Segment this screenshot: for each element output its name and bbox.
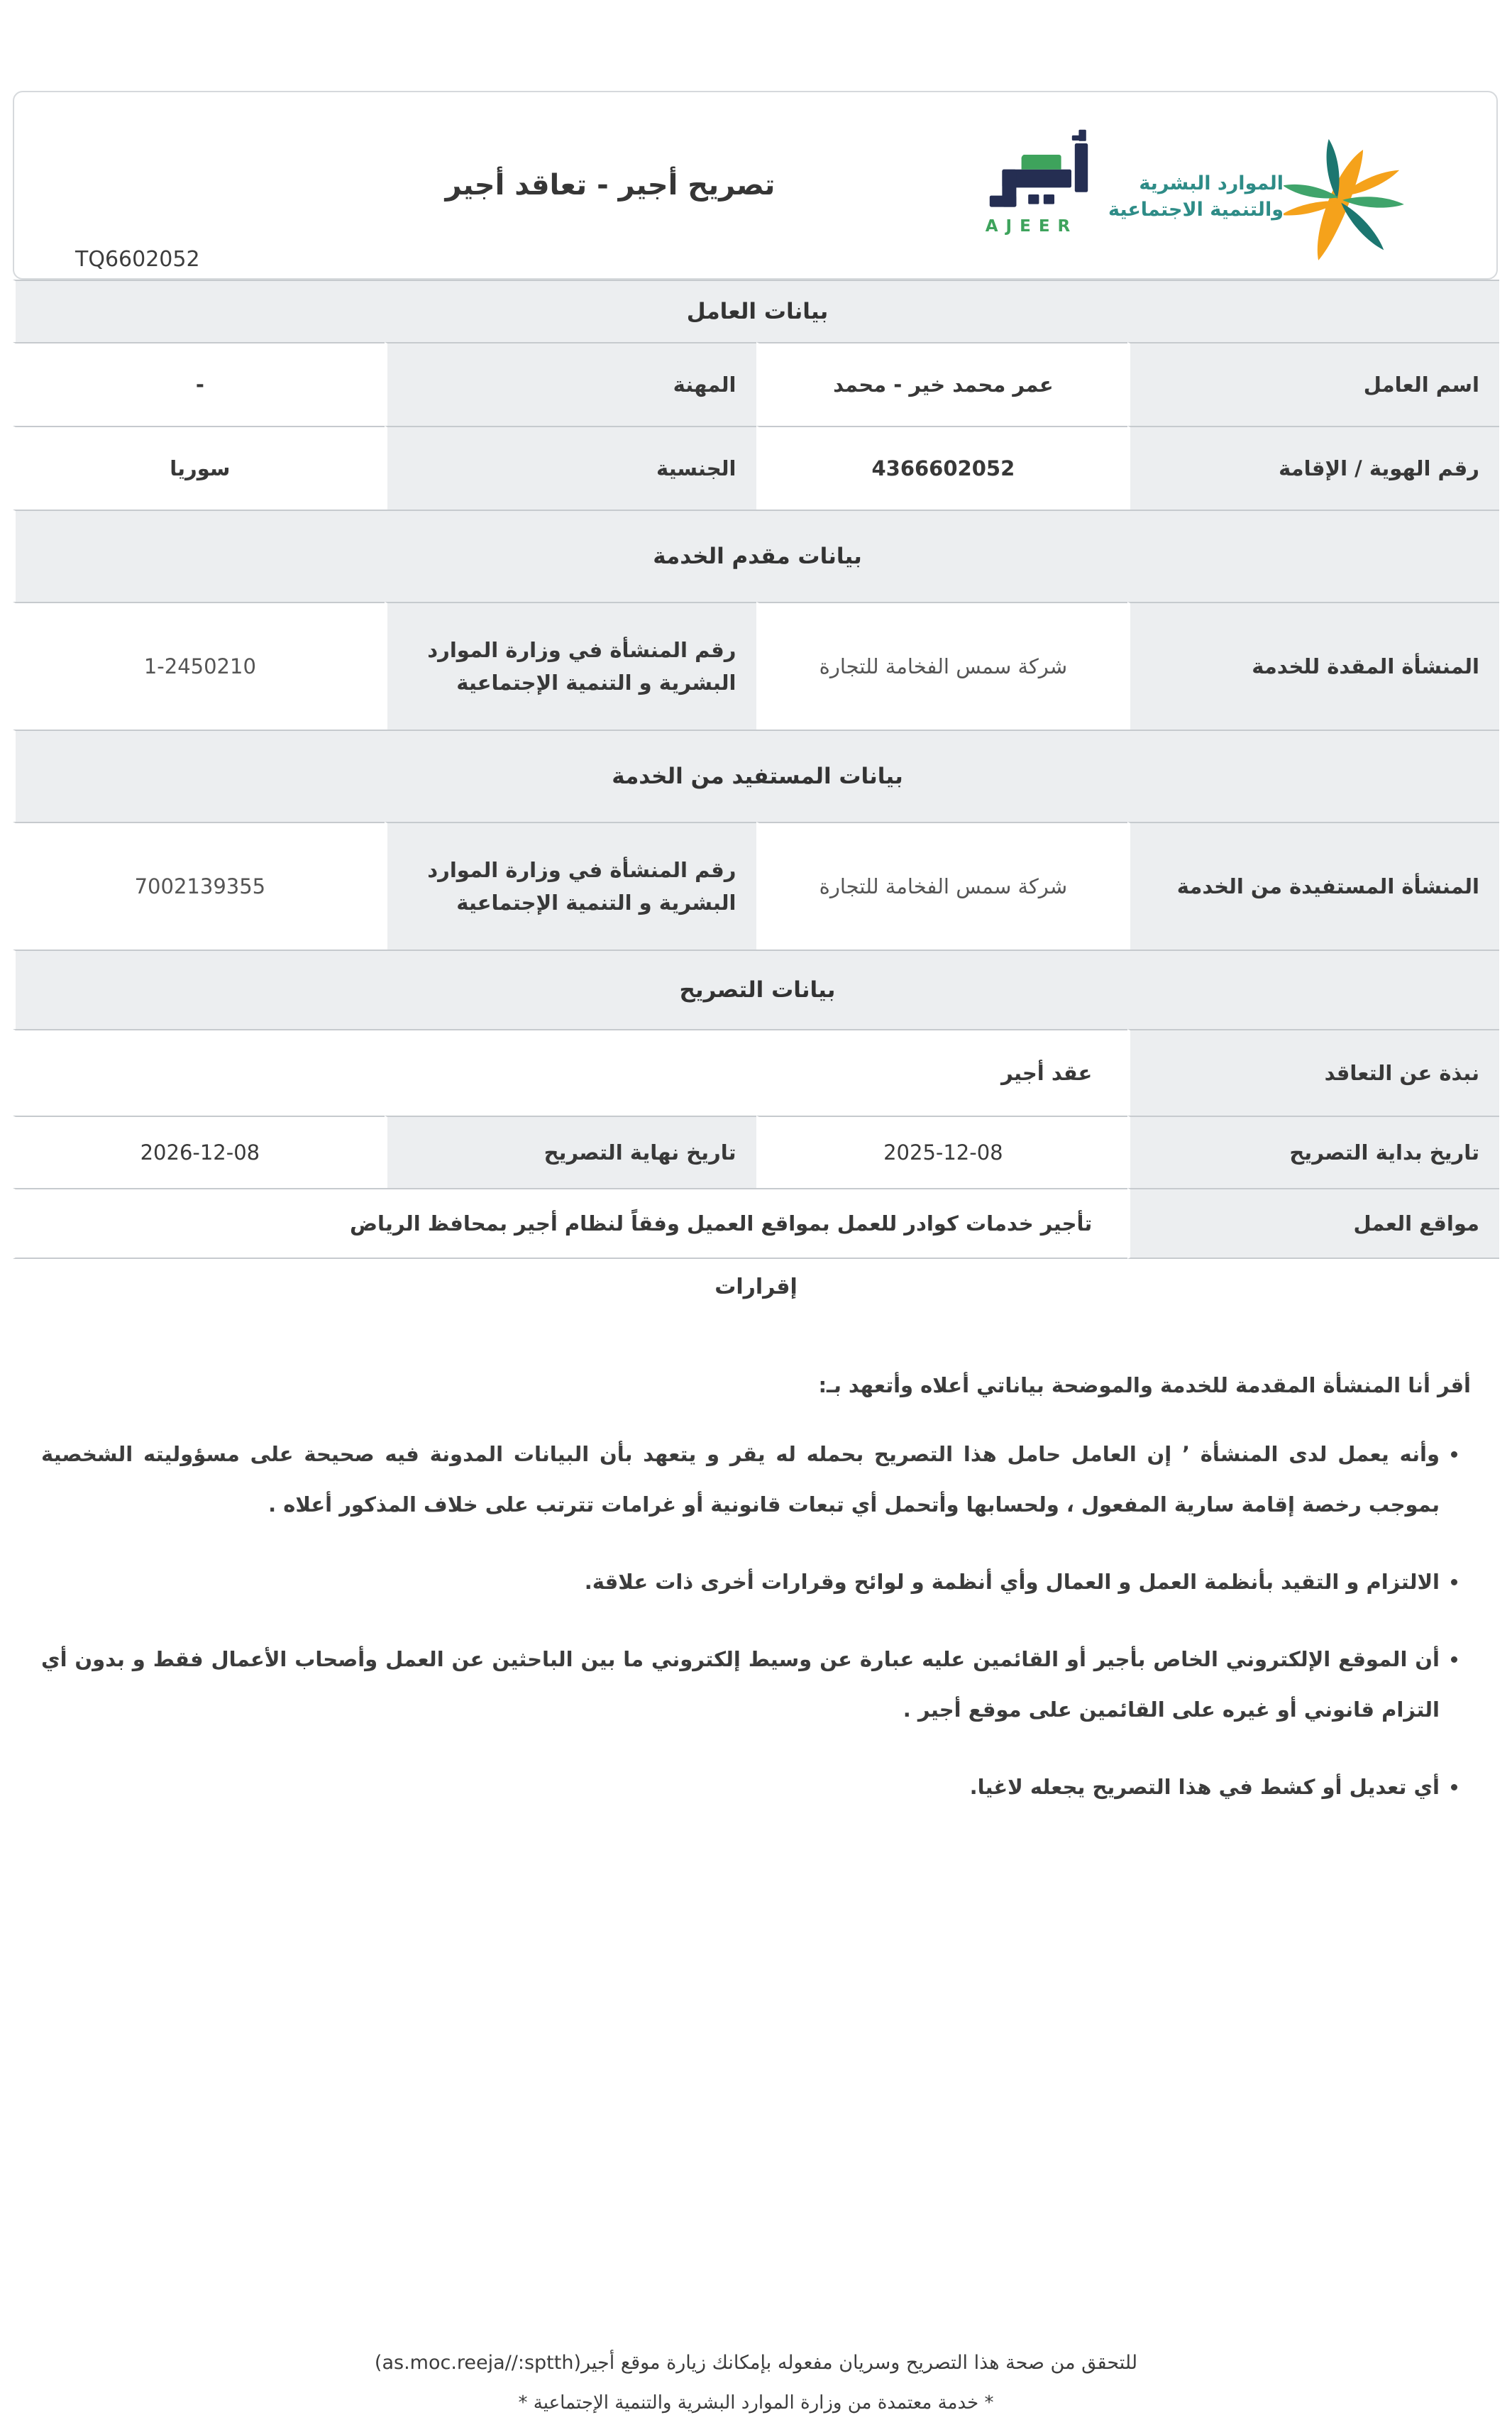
worker-nationality-label: الجنسية	[385, 426, 756, 510]
page-title: تصريح أجير - تعاقد أجير	[445, 169, 776, 202]
footer-accredited-line: * خدمة معتمدة من وزارة الموارد البشرية والتنمية الإجتماعية *	[518, 2392, 994, 2414]
section-header-permit	[13, 950, 1499, 1029]
worker-profession-label: المهنة	[385, 342, 756, 426]
ajeer-latin-label: AJEER	[985, 217, 1078, 236]
beneficiary-number-value: 7002139355	[13, 822, 385, 950]
provider-facility-value: شركة سمس الفخامة للتجارة	[756, 602, 1128, 730]
ajeer-logo	[950, 126, 1113, 236]
section-header-beneficiary	[13, 730, 1499, 822]
page-footer	[0, 2352, 1512, 2414]
provider-number-value: 1-2450210	[13, 602, 385, 730]
provider-facility-label: المنشأة المقدة للخدمة	[1127, 602, 1499, 730]
table-row-worker-id	[13, 426, 1499, 510]
ministry-emblem-icon	[1284, 129, 1404, 271]
work-locations-label: مواقع العمل	[1127, 1188, 1499, 1259]
worker-profession-value: -	[13, 342, 385, 426]
permit-end-label: تاريخ نهاية التصريح	[385, 1116, 756, 1188]
declaration-item: • أي تعديل أو كشط في هذا التصريح يجعله لاغيا.	[41, 1762, 1440, 1812]
table-row-contract-summary	[13, 1029, 1499, 1116]
worker-id-label: رقم الهوية / الإقامة	[1127, 426, 1499, 510]
permit-number: TQ6602052	[75, 247, 200, 272]
worker-name-label: اسم العامل	[1127, 342, 1499, 426]
permit-data-table	[13, 280, 1499, 1259]
ministry-wordmark-line2: والتنمية الاجتماعية	[1108, 199, 1284, 221]
beneficiary-facility-label: المنشأة المستفيدة من الخدمة	[1127, 822, 1499, 950]
declaration-item: • الالتزام و التقيد بأنظمة العمل و العمال وأي أنظمة و لوائح وقرارات أخرى ذات علاقة.	[41, 1557, 1440, 1607]
worker-name-value: عمر محمد خير - محمد	[756, 342, 1128, 426]
declaration-item: • أن الموقع الإلكتروني الخاص بأجير أو القائمين عليه عبارة عن وسيط إلكتروني ما بين الباحثين عن العمل وأصحاب الأعمال فقط و بدون أي التزام قانوني أو غيره على القائمين على موقع أجير .	[41, 1634, 1440, 1735]
beneficiary-number-label: رقم المنشأة في وزارة الموارد البشرية و التنمية الإجتماعية	[385, 822, 756, 950]
footer-verify-line: للتحقق من صحة هذا التصريح وسريان مفعوله بإمكانك زيارة موقع أجير(as.moc.reeja//:sptth)	[374, 2352, 1138, 2374]
declarations-list	[41, 1429, 1471, 1812]
contract-summary-label: نبذة عن التعاقد	[1127, 1029, 1499, 1116]
section-title-permit: بيانات التصريح	[13, 950, 1499, 1029]
table-row-permit-dates	[13, 1116, 1499, 1188]
table-row-work-locations	[13, 1188, 1499, 1259]
header-card	[13, 91, 1498, 280]
table-row-provider	[13, 602, 1499, 730]
worker-id-value: 4366602052	[756, 426, 1128, 510]
beneficiary-facility-value: شركة سمس الفخامة للتجارة	[756, 822, 1128, 950]
permit-start-value: 2025-12-08	[756, 1116, 1128, 1188]
permit-start-label: تاريخ بداية التصريح	[1127, 1116, 1499, 1188]
section-header-provider	[13, 510, 1499, 602]
section-header-worker	[13, 280, 1499, 342]
declarations-section-title: إقرارات	[714, 1274, 798, 1299]
contract-summary-value: عقد أجير	[13, 1029, 1127, 1116]
section-title-provider: بيانات مقدم الخدمة	[13, 510, 1499, 602]
ministry-logo	[1108, 129, 1417, 271]
ajeer-wordmark-icon	[957, 201, 1106, 214]
worker-nationality-value: سوريا	[13, 426, 385, 510]
ministry-wordmark	[1108, 170, 1284, 223]
provider-number-label: رقم المنشأة في وزارة الموارد البشرية و التنمية الإجتماعية	[385, 602, 756, 730]
declarations-intro: أقر أنا المنشأة المقدمة للخدمة والموضحة بياناتي أعلاه وأتعهد بـ:	[818, 1372, 1471, 1397]
work-locations-value: تأجير خدمات كوادر للعمل بمواقع العميل وفقاً لنظام أجير بمحافظ الرياض	[13, 1188, 1127, 1259]
permit-end-value: 2026-12-08	[13, 1116, 385, 1188]
declaration-item: • وأنه يعمل لدى المنشأة ’ إن العامل حامل هذا التصريح بحمله له يقر و يتعهد بأن البيانات المدونة فيه صحيحة على مسؤوليته الشخصية بموجب رخصة إقامة سارية المفعول ، ولحسابها وأتحمل أي تبعات قانونية أو غرامات تترتب على خلاف المذكور أعلاه .	[41, 1429, 1440, 1530]
ajeer-permit-document	[0, 84, 1512, 2432]
table-row-worker-name	[13, 342, 1499, 426]
section-title-beneficiary: بيانات المستفيد من الخدمة	[13, 730, 1499, 822]
ministry-wordmark-line1: الموارد البشرية	[1139, 172, 1284, 194]
section-title-worker: بيانات العامل	[13, 280, 1499, 342]
declarations-block	[41, 1360, 1471, 1812]
table-row-beneficiary	[13, 822, 1499, 950]
